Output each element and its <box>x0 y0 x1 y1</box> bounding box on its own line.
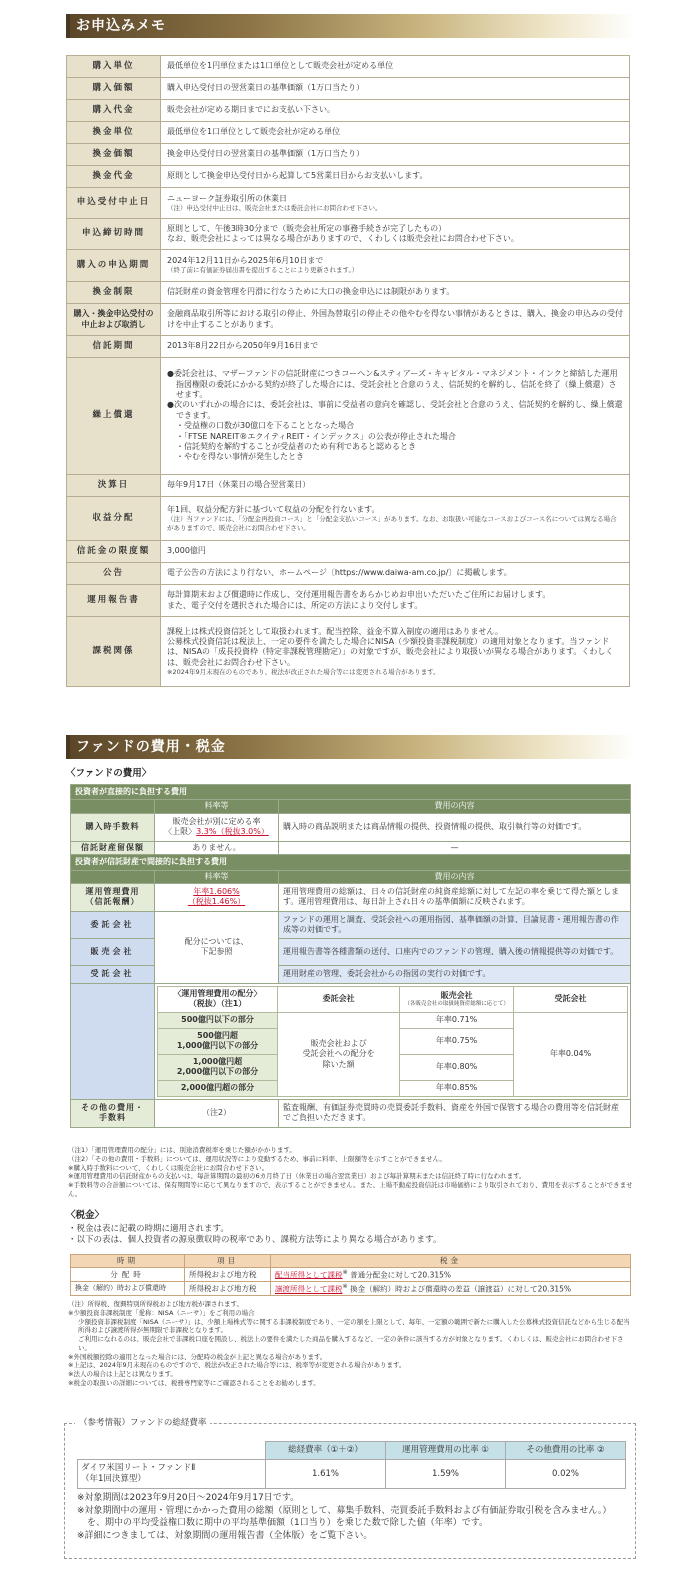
table-row <box>71 1099 631 1127</box>
ratio-header: その他費用の比率 ② <box>506 1442 626 1460</box>
alloc-cell <box>155 983 631 1099</box>
table-header-row <box>71 870 631 883</box>
alloc-row <box>158 1012 628 1028</box>
tax-notes <box>68 1300 634 1388</box>
fees-subtitle: 〈ファンドの費用〉 <box>66 768 152 779</box>
note-line: ※対象期間中の運用・管理にかかった費用の総額（原則として、募集手数料、売買委託手数料および有価証券取引税を含みません。）を、期中の平均受益権口数に期中の平均基準価額（1口当り）を乗じた数で除した値（年率）です。 <box>77 1505 612 1529</box>
table-row <box>71 841 631 854</box>
note-line: （注1）「運用管理費用の配分」には、別途消費税率を乗じた額がかかります。 <box>68 1146 296 1154</box>
tier-label <box>158 1028 278 1054</box>
memo-section-header <box>66 14 636 38</box>
ratio-header: 運用管理費用の比率 ① <box>386 1442 506 1460</box>
fee-label <box>71 883 155 911</box>
value-text: また、電子交付を選択された場合には、所定の方法により交付します。 <box>167 600 423 610</box>
sub-bullet: ・受益権の口数が30億口を下ることとなった場合 <box>176 421 355 431</box>
empty-header <box>71 800 155 813</box>
row-label: 換金価額 <box>67 144 161 166</box>
tax-header-row <box>71 1255 631 1268</box>
label-line: 500億円超 <box>197 1031 238 1041</box>
row-value: 換金申込受付日の翌営業日の基準価額（1万口当たり） <box>161 144 630 166</box>
note-line: ※購入時手数料について、くわしくは販売会社にお問合わせ下さい。 <box>68 1163 269 1172</box>
tax-rate: 換金（解約）時および償還時の差益（譲渡益）に対して20.315% <box>350 1284 572 1294</box>
note-line: ご利用になれるのは、販売会社で非課税口座を開設し、税法上の要件を満たした商品を購入するなど、一定の条件に該当する方が対象となります。くわしくは、販売会社にお問合わせ下さい。 <box>78 1335 624 1352</box>
row-value: 原則として換金申込受付日から起算して5営業日目からお支払いします。 <box>161 166 630 188</box>
band-label: 投資者が信託財産で間接的に負担する費用 <box>71 855 631 870</box>
other-ratio: 0.02% <box>506 1460 626 1489</box>
value-text: 2024年12月11日から2025年6月10日まで <box>167 256 324 266</box>
table-row <box>71 911 631 938</box>
table-row <box>67 219 630 250</box>
row-value: 電子公告の方法により行ない、ホームページ〔https://www.daiwa-am.co.jp/〕に掲載します。 <box>161 563 630 585</box>
header-line: 販売会社 <box>440 990 473 1000</box>
empty-header <box>78 1442 266 1460</box>
row-value <box>161 617 630 687</box>
fee-rate: ありません。 <box>155 841 279 854</box>
fee-label: 販売会社 <box>71 938 155 965</box>
row-label: 購入単位 <box>67 56 161 78</box>
row-value <box>161 188 630 219</box>
tax-header: 時期 <box>71 1255 185 1268</box>
table-row <box>67 122 630 144</box>
reference-title: （参考情報）ファンドの総経費率 <box>75 1418 210 1429</box>
alloc-header <box>400 986 514 1012</box>
tax-header: 項目 <box>185 1255 271 1268</box>
sub-bullet: ・「FTSE NAREIT®エクイティREIT・インデックス」の公表が停止された場合 <box>176 431 456 441</box>
value-note: （終了前に有価証券届出書を提出することにより更新されます。） <box>167 266 359 275</box>
row-value: 最低単位を1口単位として販売会社が定める単位 <box>161 122 630 144</box>
note-line: ※少額投資非課税制度「愛称：NISA（ニーサ）」をご利用の場合 <box>68 1308 255 1317</box>
fund-fees-table <box>70 784 631 1128</box>
tax-row <box>71 1282 631 1296</box>
value-note: ※2024年9月末現在のものであり、税法が改正された場合等には変更される場合があります。 <box>167 668 440 677</box>
total-ratio: 1.61% <box>266 1460 386 1489</box>
tier-label <box>158 1054 278 1080</box>
limit-value: 3.3%（税抜3.0%） <box>196 827 269 837</box>
table-row <box>67 336 630 358</box>
note-line: （注2）「その他の費用・手数料」については、運用状況等により変動するため、事前に料率、上限額等を示すことができません。 <box>68 1154 446 1163</box>
fee-desc: 監査報酬、有価証券売買時の売買委託手数料、資産を外国で保管する場合の費用等を信託財産でご負担いただきます。 <box>279 1099 631 1127</box>
tax-value <box>271 1267 631 1281</box>
ratio-header: 総経費率（①＋②） <box>266 1442 386 1460</box>
row-value: 2013年8月22日から2050年9月16日まで <box>161 336 630 358</box>
row-value: 毎年9月17日（休業日の場合翌営業日） <box>161 475 630 497</box>
tax-sup: ※ <box>342 1283 348 1290</box>
ratio-header-row <box>78 1442 626 1460</box>
tax-bullet: ・税金は表に記載の時期に適用されます。 <box>68 1224 229 1234</box>
fund-name-line: ダイワ米国リート・ファンドⅡ <box>81 1463 196 1474</box>
tax-item: 所得税および地方税 <box>185 1282 271 1296</box>
row-label: 換金単位 <box>67 122 161 144</box>
row-label: 運用報告書 <box>67 585 161 617</box>
tier-label: 2,000億円超の部分 <box>158 1080 278 1096</box>
value-text: 毎計算期末および償還時に作成し、交付運用報告書をあらかじめお申出いただいたご住所にお届けします。 <box>167 590 551 600</box>
alloc-note <box>155 911 279 983</box>
rate-value-ex: （税抜1.46%） <box>187 897 246 907</box>
alloc-header-row <box>158 986 628 1012</box>
table-row <box>67 358 630 475</box>
col-header-rate: 料率等 <box>155 870 279 883</box>
row-value: 信託財産の資金管理を円滑に行なうために大口の換金申込には制限があります。 <box>161 282 630 304</box>
fee-label: 信託財産留保額 <box>71 841 155 854</box>
row-label: 購入・換金申込受付の中止および取消し <box>67 304 161 336</box>
fee-notes <box>68 1146 634 1199</box>
rate-limit <box>159 827 274 837</box>
allocation-table <box>157 986 628 1097</box>
tax-bullet: ・以下の表は、個人投資者の源泉徴収時の税率であり、課税方法等により異なる場合があります。 <box>68 1235 442 1246</box>
rate-value: 年率1.606% <box>193 887 240 897</box>
header-line: 〈運用管理費用の配分〉 <box>173 989 262 999</box>
fee-label: 委託会社 <box>71 911 155 938</box>
tax-row <box>71 1267 631 1281</box>
col-header-desc: 費用の内容 <box>279 800 631 813</box>
header-line: （税抜）（注1） <box>188 999 247 1009</box>
tier-label: 500億円以下の部分 <box>158 1012 278 1028</box>
note-line: 少額投資非課税制度「NISA（ニーサ）」は、少額上場株式等に関する非課税制度であり、一定の額を上限として、毎年、一定額の範囲で新たに購入した公募株式投資信託などから生じる配当所得および譲渡所得が無期限で非課税となります。 <box>78 1317 630 1335</box>
tax-title: 〈税金〉 <box>66 1210 105 1221</box>
row-label: 信託期間 <box>67 336 161 358</box>
tax-sup: ※ <box>342 1268 348 1276</box>
table-row <box>67 78 630 100</box>
alloc-header <box>158 986 278 1012</box>
sales-rate: 年率0.75% <box>400 1028 514 1054</box>
value-text: 課税上は株式投資信託として取扱われます。配当控除、益金不算入制度の適用はありません。 <box>167 626 503 636</box>
table-row <box>67 497 630 541</box>
table-band <box>71 785 631 800</box>
row-label: 繰上償還 <box>67 358 161 475</box>
reference-box <box>64 1418 636 1559</box>
row-value <box>161 358 630 475</box>
header-sub: （各販売会社の取扱純資産総額に応じて） <box>404 1001 509 1008</box>
table-row <box>67 144 630 166</box>
table-row <box>67 563 630 585</box>
table-row <box>67 188 630 219</box>
fee-rate <box>155 883 279 911</box>
row-label: 公告 <box>67 563 161 585</box>
fee-desc: 購入時の商品説明または商品情報の提供、投資情報の提供、取引執行等の対価です。 <box>279 813 631 841</box>
tax-timing: 分配時 <box>71 1267 185 1281</box>
rate-text: 販売会社が別に定める率 <box>172 816 261 826</box>
fund-name <box>78 1460 266 1489</box>
row-value <box>161 250 630 282</box>
alloc-header: 委託会社 <box>278 986 400 1012</box>
row-value <box>161 497 630 541</box>
fee-desc: ファンドの運用と調査、受託会社への運用指図、基準価額の計算、目論見書・運用報告書の作成等の対価です。 <box>279 911 631 938</box>
spacer-cell <box>71 983 155 1099</box>
row-label: 課税関係 <box>67 617 161 687</box>
note-line: 下記参照 <box>200 947 233 957</box>
table-header-row <box>71 800 631 813</box>
row-label: 収益分配 <box>67 497 161 541</box>
row-label: 申込締切時間 <box>67 219 161 250</box>
row-label: 購入代金 <box>67 100 161 122</box>
table-row <box>67 250 630 282</box>
col-header-desc: 費用の内容 <box>279 870 631 883</box>
row-value: 最低単位を1円単位または1口単位として販売会社が定める単位 <box>161 56 630 78</box>
row-value <box>161 585 630 617</box>
tax-header: 税金 <box>271 1255 631 1268</box>
row-value <box>161 219 630 250</box>
sales-rate: 年率0.85% <box>400 1080 514 1096</box>
note-line: 配分については、 <box>184 937 249 947</box>
table-band <box>71 855 631 870</box>
label-line: （信託報酬） <box>85 897 140 907</box>
label-line: 手数料 <box>99 1113 126 1123</box>
fees-section-title: ファンドの費用・税金 <box>76 739 226 755</box>
row-value: 購入申込受付日の翌営業日の基準価額（1万口当たり） <box>161 78 630 100</box>
application-memo-table <box>66 55 630 687</box>
fund-name-line: （年1回決算型） <box>81 1474 146 1485</box>
fee-rate: （注2） <box>155 1099 279 1127</box>
expense-ratio-table <box>77 1441 626 1489</box>
label-line: 1,000億円以下の部分 <box>176 1041 259 1051</box>
value-text: ニューヨーク証券取引所の休業日 <box>167 193 287 203</box>
table-row <box>67 304 630 336</box>
table-row <box>67 585 630 617</box>
row-label: 換金制限 <box>67 282 161 304</box>
note-line: ※対象期間は2023年9月20日〜2024年9月17日です。 <box>77 1493 299 1503</box>
ratio-row <box>78 1460 626 1489</box>
fee-rate <box>155 813 279 841</box>
note-line: ※法人の場合は上記とは異なります。 <box>68 1370 177 1379</box>
value-text: 年1回、収益分配方針に基づいて収益の分配を行ないます。 <box>167 504 380 514</box>
tax-table <box>70 1254 631 1296</box>
bullet-text: ●次のいずれかの場合には、委託会社は、事前に受益者の意向を確認し、受託会社と合意のうえ、信託契約を解約し、繰上償還できます。 <box>167 400 623 420</box>
tax-rate: 普通分配金に対して20.315% <box>350 1270 452 1280</box>
fee-desc: — <box>279 841 631 854</box>
table-row <box>71 813 631 841</box>
limit-label: 〈上限〉 <box>164 827 197 837</box>
value-line: 除いた額 <box>322 1059 355 1069</box>
table-row <box>67 56 630 78</box>
row-label: 申込受付中止日 <box>67 188 161 219</box>
note-line: ※税金の取扱いの詳細については、税務専門家等にご確認されることをお勧めします。 <box>68 1378 320 1387</box>
value-text: 原則として、午後3時30分まで（販売会社所定の事務手続きが完了したもの） <box>167 223 447 233</box>
note-line: ※外国税額控除の適用となった場合には、分配時の税金が上記と異なる場合があります。 <box>68 1352 327 1361</box>
bullet-text: ●委託会社は、マザーファンドの信託財産につきコーヘン&スティアーズ・キャピタル・マネジメント・インクと締結した運用指図権限の委託にかかる契約が終了した場合には、受託会社と合意のうえ、信託契約を解約し、信託を終了（繰上償還）させます。 <box>167 369 618 400</box>
table-row <box>67 541 630 563</box>
note-line: ※運用管理費用の信託財産からの支払いは、毎計算期間の最初の6カ月終了日（休業日の場合翌営業日）および毎計算期末または信託終了時に行なわれます。 <box>68 1172 526 1181</box>
row-label: 決算日 <box>67 475 161 497</box>
row-label: 購入の申込期間 <box>67 250 161 282</box>
fee-desc: 運用報告書等各種書類の送付、口座内でのファンドの管理、購入後の情報提供等の対価です。 <box>279 938 631 965</box>
row-value: 金融商品取引所等における取引の停止、外国為替取引の停止その他やむを得ない事情があるときは、購入、換金の申込みの受付けを中止することがあります。 <box>161 304 630 336</box>
reference-notes <box>77 1492 627 1542</box>
value-line: 受託会社への配分を <box>302 1049 375 1059</box>
tax-type: 譲渡所得として課税 <box>275 1284 343 1294</box>
value-text: 公募株式投資信託は税法上、一定の要件を満たした場合にNISA（少額投資非課税制度）の適用対象となります。当ファンドは、NISAの「成長投資枠（特定非課税管理勘定）」の対象ですが、販売会社により取扱いが異なる場合があります。くわしくは、販売会社にお問合わせ下さい。 <box>167 636 614 667</box>
label-line: 2,000億円以下の部分 <box>176 1067 259 1077</box>
fees-section-header <box>66 735 636 759</box>
sub-bullet: ・やむを得ない事情が発生したとき <box>176 452 304 462</box>
note-line: （注）所得税、復興特別所得税および地方税が課されます。 <box>68 1300 243 1308</box>
table-row <box>67 475 630 497</box>
row-label: 購入価額 <box>67 78 161 100</box>
row-value: 販売会社が定める期日までにお支払い下さい。 <box>161 100 630 122</box>
tax-timing: 換金（解約）時および償還時 <box>71 1282 185 1296</box>
row-label: 信託金の限度額 <box>67 541 161 563</box>
fee-desc: 運用財産の管理、委託会社からの指図の実行の対価です。 <box>279 965 631 983</box>
mgmt-ratio: 1.59% <box>386 1460 506 1489</box>
row-value: 3,000億円 <box>161 541 630 563</box>
table-row <box>71 983 631 1099</box>
label-line: その他の費用・ <box>81 1103 144 1113</box>
table-row <box>71 883 631 911</box>
sub-bullet: ・信託契約を解約することが受益者のため有利であると認めるとき <box>176 441 416 451</box>
empty-header <box>71 870 155 883</box>
table-row <box>67 100 630 122</box>
value-note: （注）申込受付中止日は、販売会社または委託会社にお問合わせ下さい。 <box>167 203 382 212</box>
value-note: （注）当ファンドには、「分配金再投資コース」と「分配金支払いコース」があります。なお、お取扱い可能なコースおよびコース名については異なる場合がありますので、販売会社にお問合わせ下さい。 <box>167 515 617 532</box>
tax-intro <box>68 1224 634 1247</box>
value-text: なお、販売会社によっては異なる場合がありますので、くわしくは販売会社にお問合わせ下さい。 <box>167 234 519 243</box>
sales-rate: 年率0.71% <box>400 1012 514 1028</box>
memo-section-title: お申込みメモ <box>76 18 166 34</box>
fee-label: 購入時手数料 <box>71 813 155 841</box>
fee-desc: 運用管理費用の総額は、日々の信託財産の純資産総額に対して左記の率を乗じて得た額とします。運用管理費用は、毎日計上され日々の基準価額に反映されます。 <box>279 883 631 911</box>
note-line: ※手数料等の合計額については、保有期間等に応じて異なりますので、表示することができません。また、上場不動産投資信託は市場価格により取引されており、費用を表示することができません。 <box>68 1181 633 1198</box>
fee-label: 受託会社 <box>71 965 155 983</box>
col-header-rate: 料率等 <box>155 800 279 813</box>
table-row <box>67 282 630 304</box>
trustee-rate: 年率0.04% <box>514 1012 628 1096</box>
tax-value <box>271 1282 631 1296</box>
fee-label <box>71 1099 155 1127</box>
itaku-value <box>278 1012 400 1096</box>
table-row <box>67 617 630 687</box>
alloc-header: 受託会社 <box>514 986 628 1012</box>
note-line: ※詳細につきましては、対象期間の運用報告書（全体版）をご覧下さい。 <box>77 1530 373 1541</box>
sales-rate: 年率0.80% <box>400 1054 514 1080</box>
row-label: 換金代金 <box>67 166 161 188</box>
band-label: 投資者が直接的に負担する費用 <box>71 785 631 800</box>
table-row <box>67 166 630 188</box>
note-line: ※上記は、2024年9月末現在のものですので、税法が改正された場合等には、税率等が変更される場合があります。 <box>68 1361 406 1370</box>
label-line: 1,000億円超 <box>192 1057 243 1067</box>
value-line: 販売会社および <box>310 1038 367 1048</box>
tax-item: 所得税および地方税 <box>185 1267 271 1281</box>
tax-type: 配当所得として課税 <box>275 1270 343 1280</box>
label-line: 運用管理費用 <box>85 887 140 897</box>
